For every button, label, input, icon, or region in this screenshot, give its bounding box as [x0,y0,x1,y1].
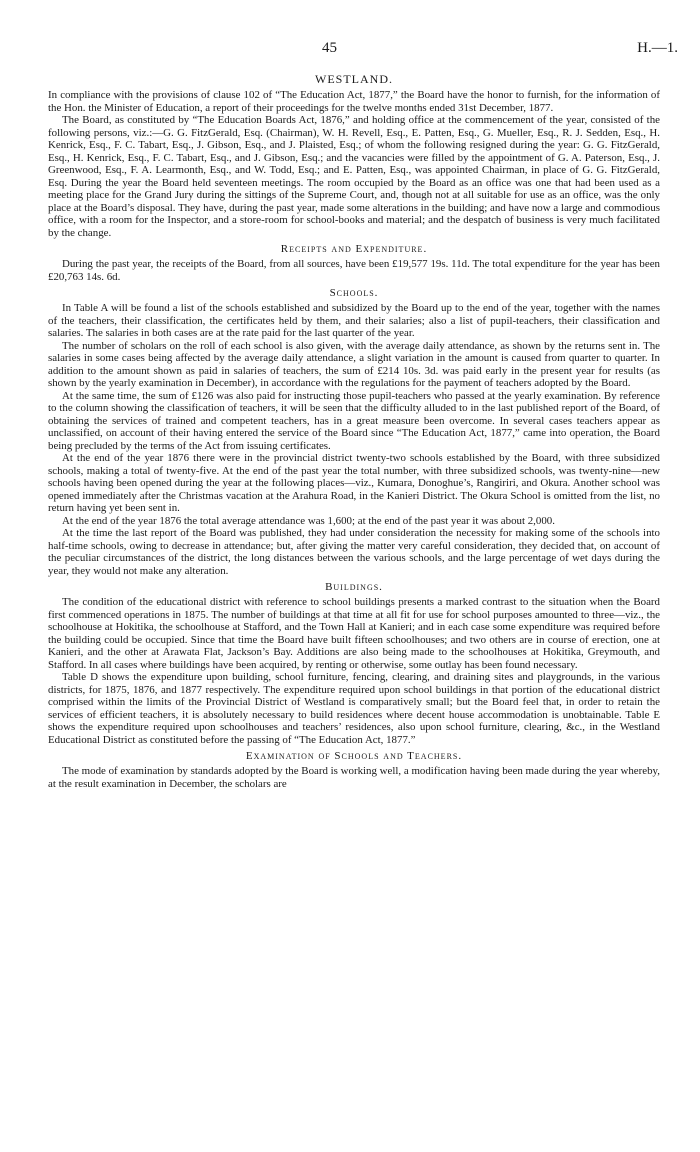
section-title-westland: WESTLAND. [315,72,393,86]
section-schools [48,287,660,577]
section-title-examination: Examination of Schools and Teachers. [245,750,463,762]
section-examination [48,750,660,790]
page-number: 45 [322,40,337,56]
page-header [0,40,700,60]
paragraph: At the end of the year 1876 there were in the provincial district twenty-two schools established by the Board, with three subsidized schools, making a total of twenty-five. At the end of the past year the total number, with three subsidized schools, was twenty-nine—new schools having been opened during the year at the following places—viz., Kumara, Donoghue’s, Rangiriri, and Okura. Another school was opened immediately after the Christmas vacation at the Arahura Road, in the Kanieri District. The Okura School is omitted from the list, no return having yet been sent in. [48,452,660,514]
page-body [48,72,660,790]
paragraph: Table D shows the expenditure upon building, school furniture, fencing, clearing, and draining sites and playgrounds, in the various districts, for 1875, 1876, and 1877 respectively. The expenditure required upon school buildings in that portion of the educational district comprised within the limits of the Provincial District of Westland is comparatively small; but the Board feel that, in order to retain the services of efficient teachers, it is absolutely necessary to build residences where decent house accommodation is unobtainable. Table E shows the expenditure required upon schoolhouses and teachers’ residences, also upon school furniture, clearing, &c., in the Westland Educational District as constituted before the passing of “The Education Act, 1877.” [48,671,660,746]
section-title-schools: Schools. [329,287,379,299]
paragraph: During the past year, the receipts of the Board, from all sources, have been £19,577 19s. 11d. The total expenditure for the year has been £20,763 14s. 6d. [48,258,660,283]
paragraph: At the end of the year 1876 the total average attendance was 1,600; at the end of the past year it was about 2,000. [62,514,555,527]
section-title-buildings: Buildings. [325,581,383,593]
section-receipts [48,243,660,283]
paragraph: In Table A will be found a list of the schools established and subsidized by the Board up to the end of the year, together with the names of the teachers, their classification, the certificates held by them, and their salaries; also a list of pupil-teachers, their classification and salaries. The salaries in both cases are at the rate paid for the last quarter of the year. [48,302,660,339]
paragraph: The mode of examination by standards adopted by the Board is working well, a modification having been made during the year whereby, at the result examination in December, the scholars are [48,765,660,790]
paragraph: In compliance with the provisions of clause 102 of “The Education Act, 1877,” the Board have the honor to furnish, for the information of the Hon. the Minister of Education, a report of their proceedings for the twelve months ended 31st December, 1877. [48,89,660,114]
paragraph: At the same time, the sum of £126 was also paid for instructing those pupil-teachers who passed at the yearly examination. By reference to the column showing the classification of teachers, it will be seen that the difficulty alluded to in the last published report of the Board, of obtaining the services of trained and competent teachers, has in a great measure been overcome. In several cases teachers appear as unclassified, on account of their having entered the service of the Board since “The Education Act, 1877,” came into operation, the Board being precluded by the terms of the Act from issuing certificates. [48,389,660,452]
paragraph: The number of scholars on the roll of each school is also given, with the average daily attendance, as shown by the returns sent in. The salaries in some cases being affected by the average daily attendance, a slight variation in the amount is caused from quarter to quarter. In addition to the amount shown as paid in salaries of teachers, the sum of £214 10s. 3d. was paid early in the present year for results (as shown by the yearly examination in December), in accordance with the regulations for the payment of teachers adopted by the Board. [48,339,660,389]
paragraph: At the time the last report of the Board was published, they had under consideration the necessity for making some of the schools into half-time schools, owing to decrease in attendance; but, after giving the matter very careful consideration, they decided that, on account of the peculiar circumstances of the district, the long distances between the various schools, and the large percentage of wet days during the year, they would not make any alteration. [48,527,660,577]
paragraph: The condition of the educational district with reference to school buildings presents a marked contrast to the situation when the Board first commenced operations in 1875. The number of buildings at that time at all fit for use for school purposes amounted to three—viz., the schoolhouse at Hokitika, the schoolhouse at Stafford, and the Town Hall at Kanieri; and in each case some expenditure was required before the building could be occupied. Since that time the Board have built fifteen schoolhouses; and two others are in course of erection, one at Kanieri, and the other at Arawata Flat, Jackson’s Bay. Additions are also being made to the schoolhouses at Hokitika, Greymouth, and Stafford. In all cases where buildings have been acquired, by renting or otherwise, some outlay has been found necessary. [48,596,660,671]
section-buildings [48,581,660,746]
section-westland [48,72,660,239]
section-title-receipts: Receipts and Expenditure. [280,243,428,255]
paragraph: The Board, as constituted by “The Education Boards Act, 1876,” and holding office at the commencement of the year, consisted of the following persons, viz.:—G. G. FitzGerald, Esq. (Chairman), W. H. Revell, Esq., E. Patten, Esq., G. Mueller, Esq., R. J. Sedden, Esq., H. Kenrick, Esq., F. C. Tabart, Esq., J. Gibson, Esq., and J. Plaisted, Esq.; of whom the following resigned during the year: G. G. FitzGerald, Esq., H. Kenrick, Esq., F. C. Tabart, Esq., and J. Gibson, Esq.; and the vacancies were filled by the appointment of G. A. Paterson, Esq., J. Greenwood, Esq., F. A. Learmonth, Esq., and W. Todd, Esq.; and E. Patten, Esq., was appointed Chairman, in place of G. G. FitzGerald, Esq. During the year the Board held seventeen meetings. The room occupied by the Board as an office was one that had been used as a meeting place for the Grand Jury during the sittings of the Supreme Court, and, though not at all suitable for use as an office, was the only place at the Board’s disposal. They have, during the past year, made some alterations in the building; and have now a large and commodious office, with a room for the Inspector, and a store-room for school-books and material; and the despatch of business is very much facilitated by the change. [48,114,660,239]
document-reference: H.—1. [637,40,678,56]
